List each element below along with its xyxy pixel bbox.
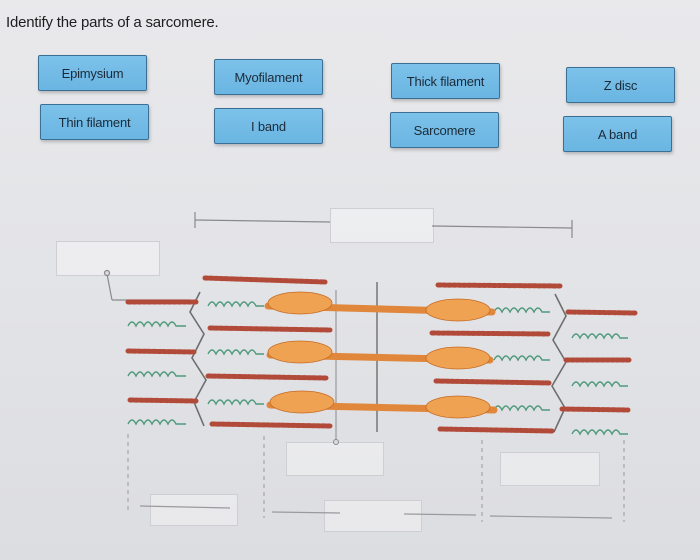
term-a-band[interactable]: A band <box>563 116 672 152</box>
question-prompt: Identify the parts of a sarcomere. <box>6 14 219 31</box>
left-leader <box>105 271 191 301</box>
top-bracket <box>195 212 572 238</box>
term-sarcomere[interactable]: Sarcomere <box>390 112 499 148</box>
titin-coils <box>128 302 628 434</box>
guide-lines <box>128 434 624 522</box>
middle-leader-dot <box>334 440 339 445</box>
term-i-band[interactable]: I band <box>214 108 323 144</box>
z-lines <box>190 292 566 432</box>
term-myofilament[interactable]: Myofilament <box>214 59 323 95</box>
bottom-brackets <box>140 506 612 518</box>
term-thick-filament[interactable]: Thick filament <box>391 63 500 99</box>
term-epimysium[interactable]: Epimysium <box>38 55 147 91</box>
term-z-disc[interactable]: Z disc <box>566 67 675 103</box>
thick-filaments <box>268 292 494 418</box>
term-thin-filament[interactable]: Thin filament <box>40 104 149 140</box>
